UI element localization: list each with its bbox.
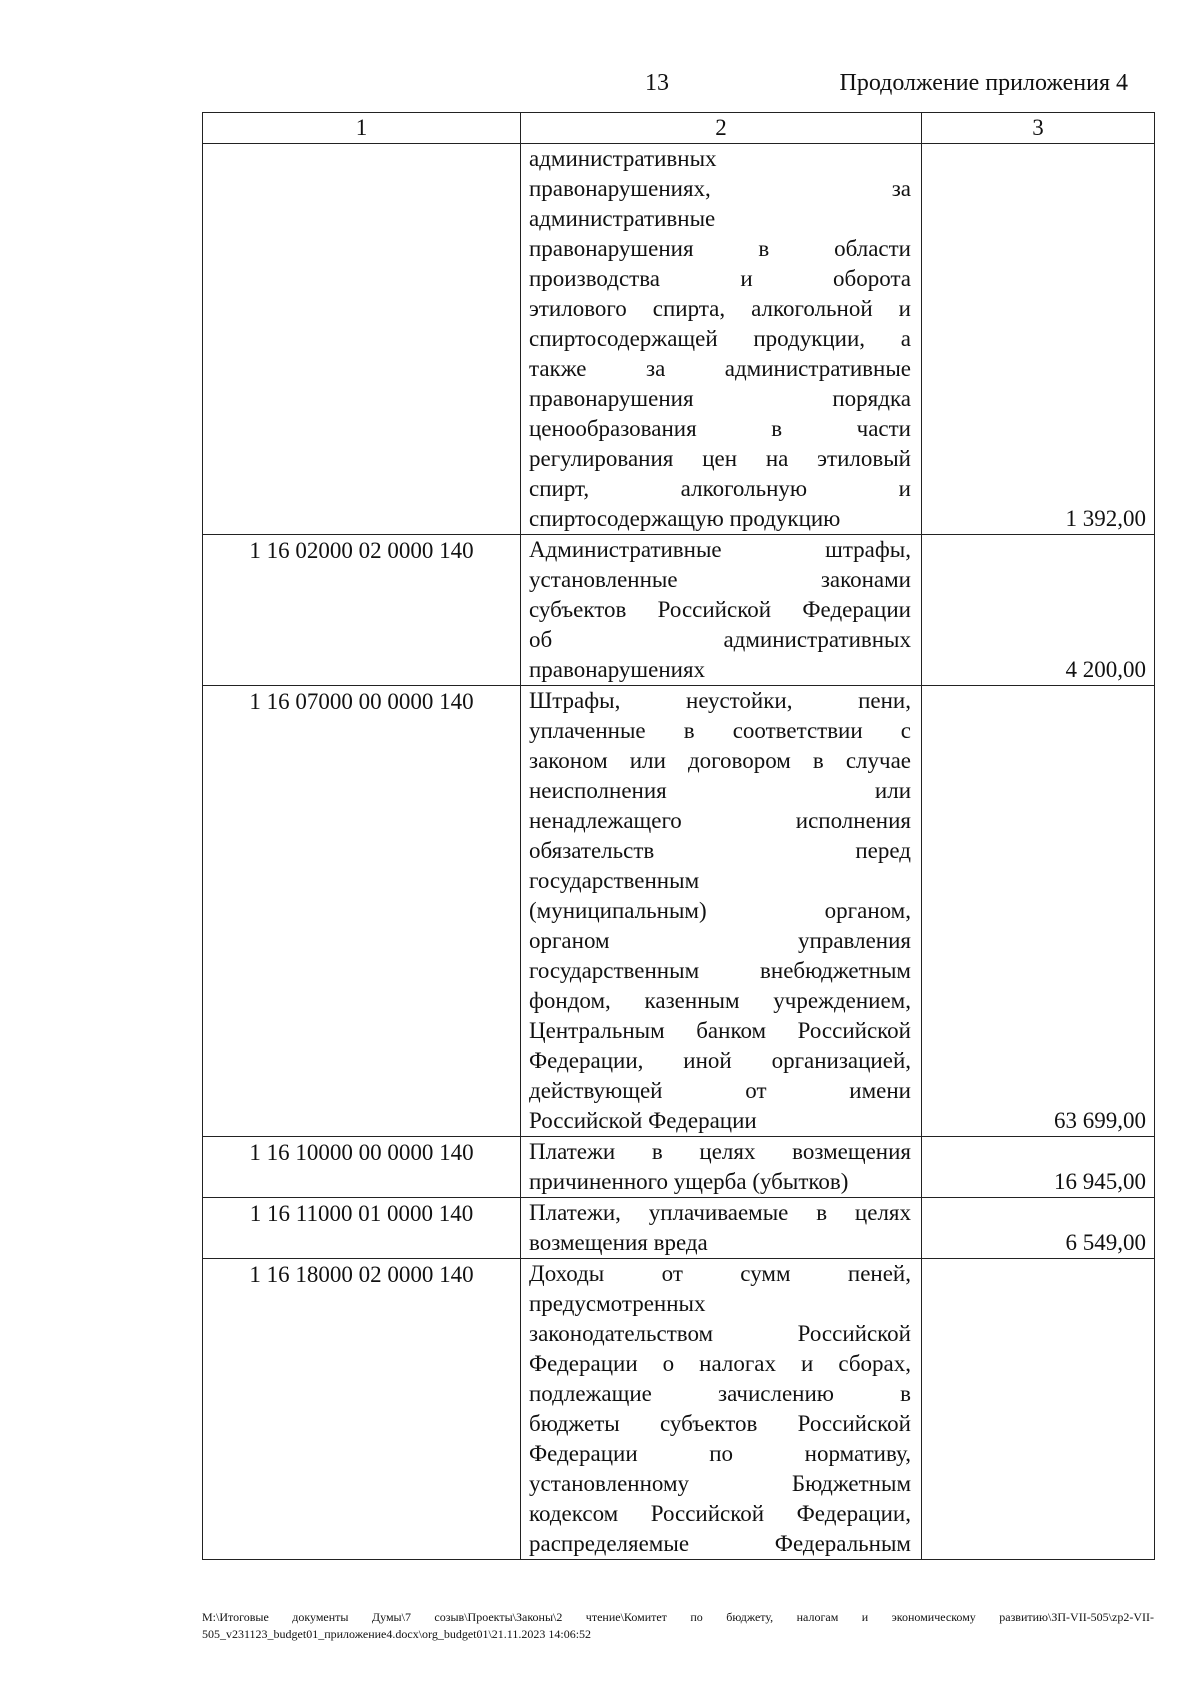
revenue-name-line: государственным <box>529 868 700 893</box>
revenue-name-line: Федерации, иной организацией, <box>529 1048 911 1073</box>
revenue-name-line: неисполнения или <box>529 778 911 803</box>
revenue-name-line: предусмотренных <box>529 1291 706 1316</box>
revenue-name-line: уплаченные в соответствии с <box>529 718 911 743</box>
revenue-name-line: законодательством Российской <box>529 1321 911 1346</box>
page-number: 13 <box>645 70 669 96</box>
column-header-name: 2 <box>521 113 922 144</box>
revenue-code-cell: 1 16 18000 02 0000 140 <box>203 1259 521 1560</box>
revenue-name-line: спиртосодержащую продукцию <box>529 506 841 531</box>
revenue-name-line: Платежи в целях возмещения <box>529 1139 911 1164</box>
column-header-code: 1 <box>203 113 521 144</box>
revenue-name-line: Федерации о налогах и сборах, <box>529 1351 911 1376</box>
revenue-name-line: также за административные <box>529 356 911 381</box>
revenue-name-line: государственным внебюджетным <box>529 958 911 983</box>
table-row <box>203 144 1155 535</box>
revenue-name-cell <box>521 686 922 1137</box>
revenue-name-line: установленному Бюджетным <box>529 1471 911 1496</box>
revenue-name-line: Федерации по нормативу, <box>529 1441 911 1466</box>
revenue-code-cell <box>203 144 521 535</box>
revenue-name-line: спиртосодержащей продукции, а <box>529 326 911 351</box>
amount-cell: 4 200,00 <box>922 535 1155 686</box>
amount-cell: 1 392,00 <box>922 144 1155 535</box>
revenue-name-line: субъектов Российской Федерации <box>529 597 911 622</box>
revenue-code-cell: 1 16 11000 01 0000 140 <box>203 1198 521 1259</box>
revenue-name-cell <box>521 535 922 686</box>
revenue-code-cell: 1 16 02000 02 0000 140 <box>203 535 521 686</box>
revenue-name-line: ценообразования в части <box>529 416 911 441</box>
revenue-name-line: производства и оборота <box>529 266 911 291</box>
revenue-name-line: законом или договором в случае <box>529 748 911 773</box>
table-row <box>203 535 1155 686</box>
revenue-code-cell: 1 16 07000 00 0000 140 <box>203 686 521 1137</box>
revenue-name-line: Центральным банком Российской <box>529 1018 911 1043</box>
revenue-name-line: обязательств перед <box>529 838 911 863</box>
revenue-name-line: правонарушениях <box>529 657 706 682</box>
table-header-row <box>203 113 1155 144</box>
revenue-name-line: Штрафы, неустойки, пени, <box>529 688 911 713</box>
amount-cell: 16 945,00 <box>922 1137 1155 1198</box>
revenue-name-line: ненадлежащего исполнения <box>529 808 911 833</box>
appendix-continuation-note: Продолжение приложения 4 <box>839 70 1128 96</box>
table-row <box>203 686 1155 1137</box>
revenue-name-line: административные <box>529 206 716 231</box>
revenue-name-line: Административные штрафы, <box>529 537 911 562</box>
revenue-name-line: причиненного ущерба (убытков) <box>529 1169 849 1194</box>
budget-revenue-table <box>202 112 1155 1560</box>
table-row <box>203 1198 1155 1259</box>
table-row <box>203 1137 1155 1198</box>
revenue-name-line: фондом, казенным учреждением, <box>529 988 911 1013</box>
table-row <box>203 1259 1155 1560</box>
amount-cell <box>922 1259 1155 1560</box>
revenue-name-line: распределяемые Федеральным <box>529 1531 911 1556</box>
revenue-name-line: об административных <box>529 627 911 652</box>
amount-cell: 6 549,00 <box>922 1198 1155 1259</box>
column-header-sum: 3 <box>922 113 1155 144</box>
revenue-name-line: установленные законами <box>529 567 911 592</box>
revenue-name-line: Доходы от сумм пеней, <box>529 1261 911 1286</box>
revenue-name-line: кодексом Российской Федерации, <box>529 1501 911 1526</box>
revenue-name-line: действующей от имени <box>529 1078 911 1103</box>
revenue-name-line: Платежи, уплачиваемые в целях <box>529 1200 911 1225</box>
revenue-name-line: бюджеты субъектов Российской <box>529 1411 911 1436</box>
revenue-name-line: возмещения вреда <box>529 1230 708 1255</box>
revenue-name-line: правонарушения порядка <box>529 386 911 411</box>
revenue-name-cell <box>521 1198 922 1259</box>
revenue-name-cell <box>521 1259 922 1560</box>
revenue-name-line: административных <box>529 146 717 171</box>
revenue-name-cell <box>521 144 922 535</box>
document-file-path: M:\Итоговые документы Думы\7 созыв\Проекты\Законы\2 чтение\Комитет по бюджету, налогам и экономическому развитию\ЗП-VII-505\zp2-VII-505_v231123_budget01_приложение4.docx\org_budget01\21.11.2023 14:06:52 <box>202 1610 1154 1641</box>
revenue-name-line: органом управления <box>529 928 911 953</box>
revenue-name-cell <box>521 1137 922 1198</box>
amount-cell: 63 699,00 <box>922 686 1155 1137</box>
revenue-name-line: правонарушениях, за <box>529 176 911 201</box>
revenue-name-line: (муниципальным) органом, <box>529 898 911 923</box>
revenue-name-line: подлежащие зачислению в <box>529 1381 911 1406</box>
revenue-name-line: этилового спирта, алкогольной и <box>529 296 911 321</box>
revenue-name-line: спирт, алкогольную и <box>529 476 911 501</box>
revenue-code-cell: 1 16 10000 00 0000 140 <box>203 1137 521 1198</box>
revenue-name-line: правонарушения в области <box>529 236 911 261</box>
revenue-name-line: Российской Федерации <box>529 1108 757 1133</box>
revenue-name-line: регулирования цен на этиловый <box>529 446 911 471</box>
